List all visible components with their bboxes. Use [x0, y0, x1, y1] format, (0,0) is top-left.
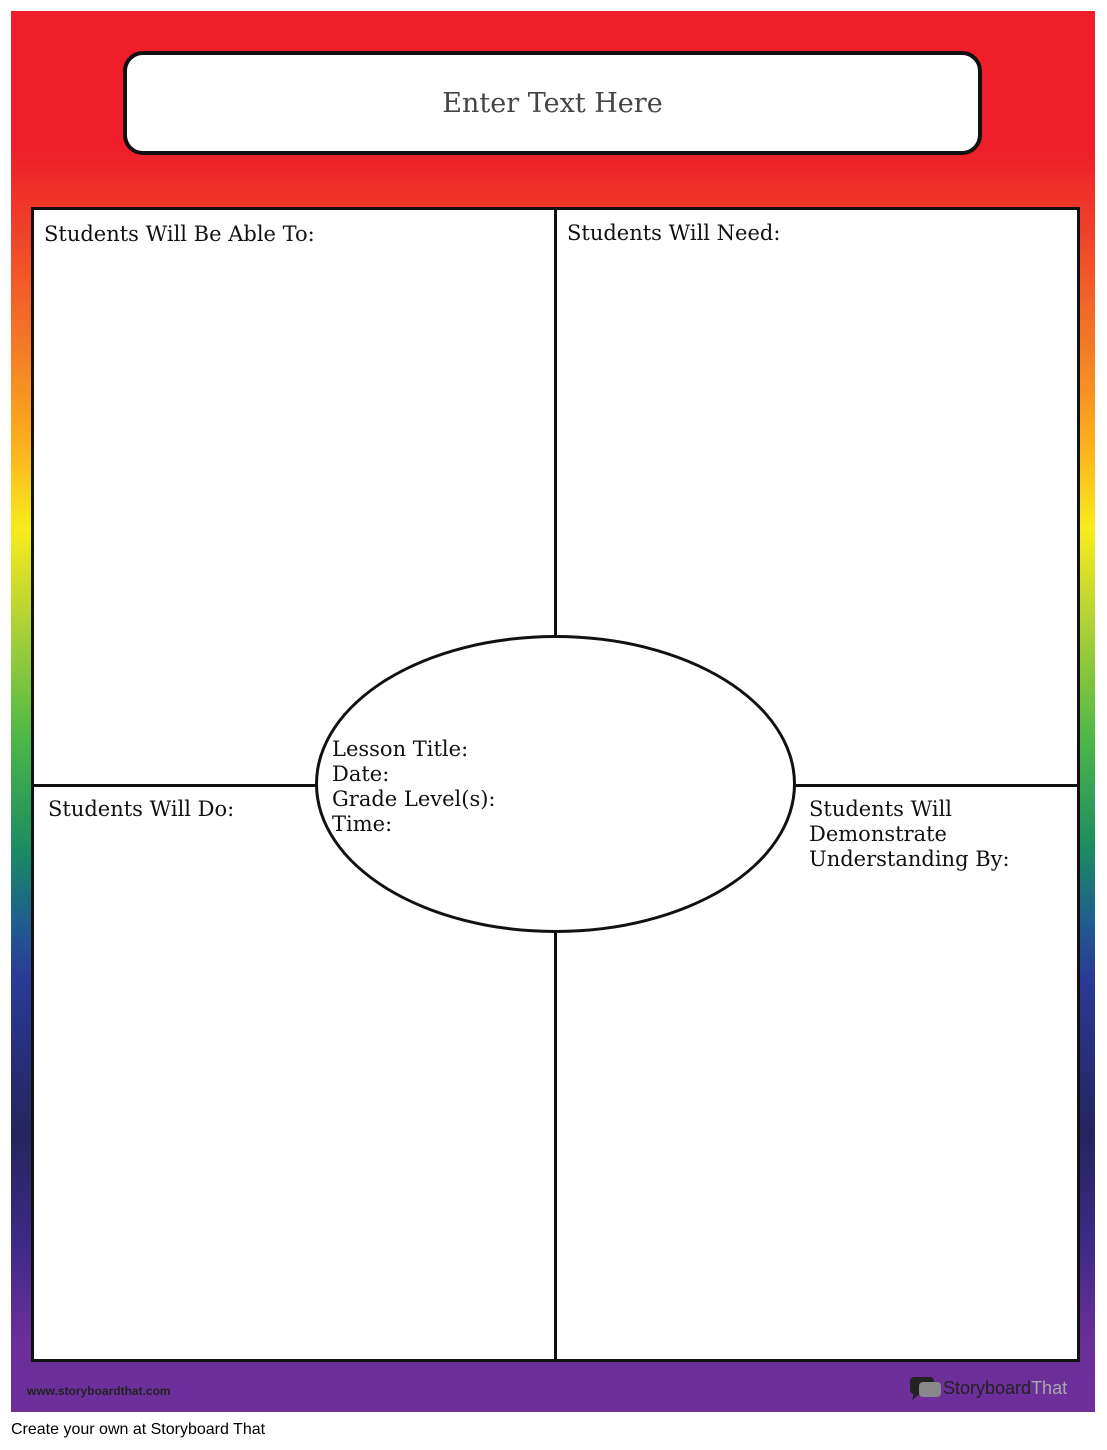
quadrant-label-do: Students Will Do:: [48, 797, 235, 821]
quadrant-label-need: Students Will Need:: [567, 221, 781, 245]
speech-bubble-icon: [909, 1375, 943, 1401]
quadrant-label-demonstrate: [809, 797, 1010, 872]
quadrant-label-able-to: Students Will Be Able To:: [44, 222, 315, 246]
quadrant-grid: [31, 207, 1080, 1362]
title-text: Enter Text Here: [442, 87, 663, 119]
date-field: Date:: [332, 762, 390, 786]
quadrant-label-line: Understanding By:: [809, 847, 1010, 871]
quadrant-label-line: Students Will: [809, 797, 953, 821]
grade-level-field: Grade Level(s):: [332, 787, 496, 811]
brand-name-part1: Storyboard: [943, 1377, 1032, 1398]
worksheet-poster: [11, 11, 1095, 1412]
site-url: www.storyboardthat.com: [27, 1384, 171, 1398]
lesson-title-field: Lesson Title:: [332, 737, 469, 761]
center-oval-fields: [332, 737, 496, 837]
time-field: Time:: [332, 812, 393, 836]
quadrant-label-line: Demonstrate: [809, 822, 947, 846]
caption-link[interactable]: Create your own at Storyboard That: [11, 1421, 266, 1438]
brand-name-part2: That: [1031, 1377, 1068, 1398]
title-text-box[interactable]: [123, 51, 982, 155]
brand-logo: [909, 1375, 1067, 1401]
